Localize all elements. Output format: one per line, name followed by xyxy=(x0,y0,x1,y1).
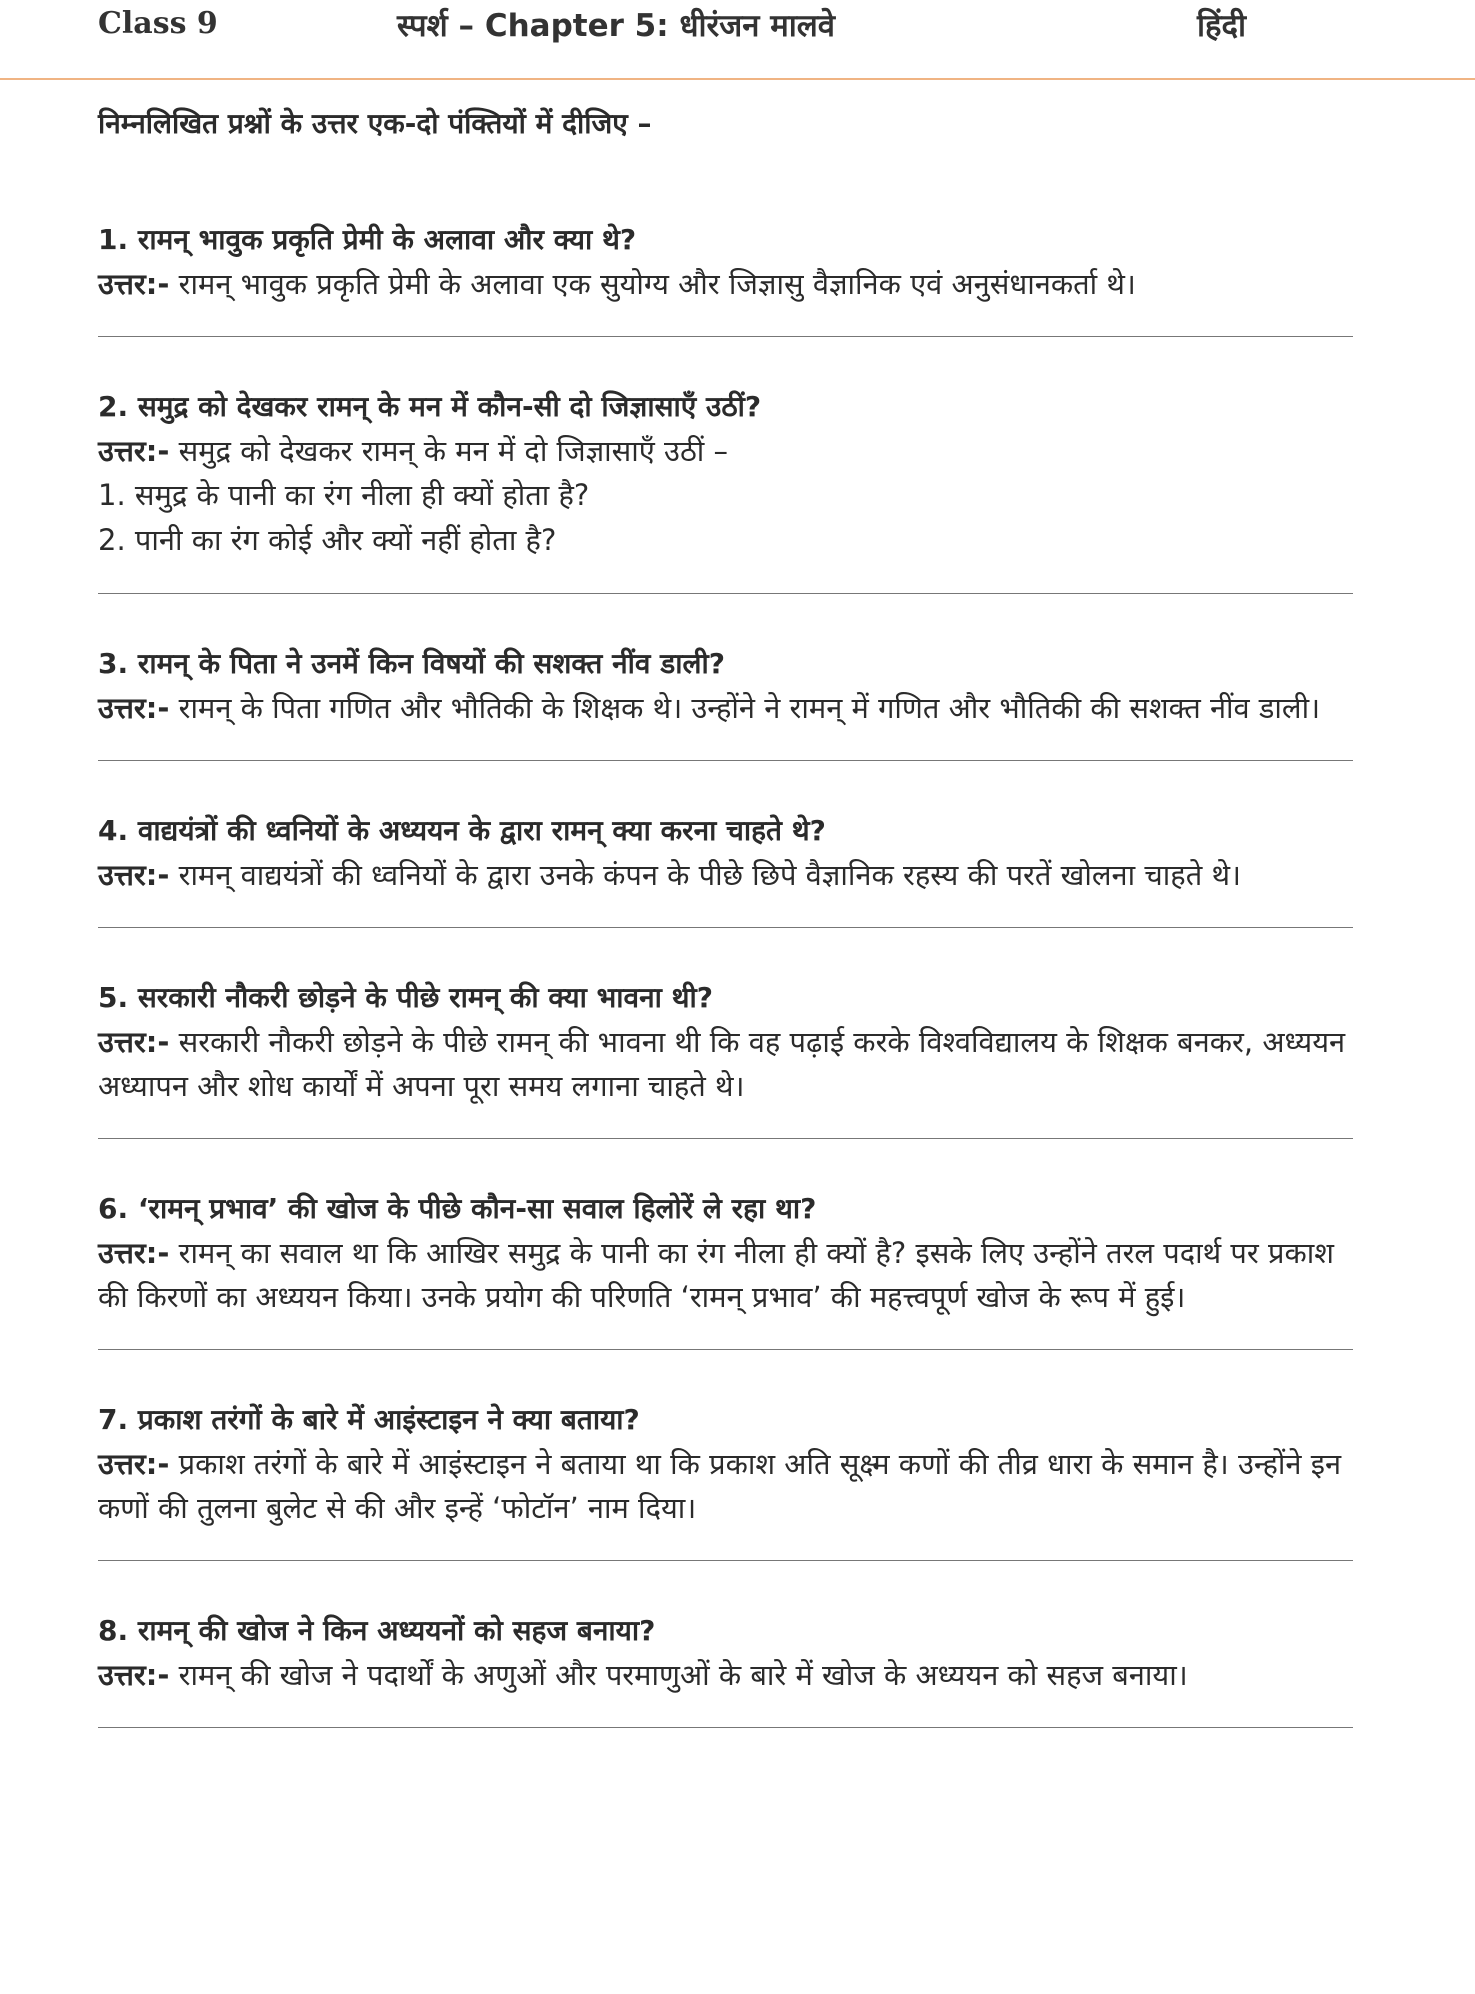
question-text: 7. प्रकाश तरंगों के बारे में आइंस्टाइन ने क्या बताया? xyxy=(98,1403,640,1436)
answer-label: उत्तर:- xyxy=(98,691,170,725)
answer-body: रामन् का सवाल था कि आखिर समुद्र के पानी का रंग नीला ही क्यों है? इसके लिए उन्होंने तरल पदार्थ पर प्रकाश की किरणों का अध्ययन किया। उनके प्रयोग की परिणति ‘रामन् प्रभाव’ की महत्त्वपूर्ण खोज के रूप में हुई। xyxy=(98,1236,1334,1314)
answer-label: उत्तर:- xyxy=(98,434,170,468)
qa-item-6 xyxy=(98,1187,1353,1350)
qa-item-2 xyxy=(98,385,1353,594)
answer-body: प्रकाश तरंगों के बारे में आइंस्टाइन ने बताया था कि प्रकाश अति सूक्ष्म कणों की तीव्र धारा के समान है। उन्होंने इन कणों की तुलना बुलेट से की और इन्हें ‘फोटॉन’ नाम दिया। xyxy=(98,1447,1342,1525)
answer-body: रामन् वाद्ययंत्रों की ध्वनियों के द्वारा उनके कंपन के पीछे छिपे वैज्ञानिक रहस्य की परतें खोलना चाहते थे। xyxy=(178,858,1241,892)
subject-label: हिंदी xyxy=(1197,8,1246,44)
answer-body: रामन् भावुक प्रकृति प्रेमी के अलावा एक सुयोग्य और जिज्ञासु वैज्ञानिक एवं अनुसंधानकर्ता थे। xyxy=(178,267,1136,301)
qa-item-5 xyxy=(98,976,1353,1139)
qa-item-1 xyxy=(98,218,1353,337)
answer-text xyxy=(98,853,1353,897)
qa-item-7 xyxy=(98,1398,1353,1561)
answer-body: समुद्र को देखकर रामन् के मन में दो जिज्ञासाएँ उठीं – xyxy=(178,434,729,468)
answer-label: उत्तर:- xyxy=(98,1447,170,1481)
answer-label: उत्तर:- xyxy=(98,267,170,301)
answer-label: उत्तर:- xyxy=(98,1658,170,1692)
question-text: 6. ‘रामन् प्रभाव’ की खोज के पीछे कौन-सा सवाल हिलोरें ले रहा था? xyxy=(98,1192,817,1225)
answer-label: उत्तर:- xyxy=(98,858,170,892)
question-text: 4. वाद्ययंत्रों की ध्वनियों के अध्ययन के द्वारा रामन् क्या करना चाहते थे? xyxy=(98,814,826,847)
question-text: 3. रामन् के पिता ने उनमें किन विषयों की सशक्त नींव डाली? xyxy=(98,647,725,680)
instruction-heading: निम्नलिखित प्रश्नों के उत्तर एक-दो पंक्तियों में दीजिए – xyxy=(98,107,652,140)
answer-body: रामन् के पिता गणित और भौतिकी के शिक्षक थे। उन्होंने ने रामन् में गणित और भौतिकी की सशक्त नींव डाली। xyxy=(178,691,1321,725)
qa-list xyxy=(98,218,1353,1776)
answer-text xyxy=(98,1231,1353,1319)
class-label: Class 9 xyxy=(98,6,218,41)
answer-label: उत्तर:- xyxy=(98,1236,170,1270)
chapter-title: स्पर्श – Chapter 5: धीरंजन मालवे xyxy=(397,8,836,44)
question-text: 2. समुद्र को देखकर रामन् के मन में कौन-सी दो जिज्ञासाएँ उठीं? xyxy=(98,390,762,423)
answer-text xyxy=(98,262,1353,306)
answer-text xyxy=(98,1653,1353,1697)
qa-item-8 xyxy=(98,1609,1353,1728)
question-text: 5. सरकारी नौकरी छोड़ने के पीछे रामन् की क्या भावना थी? xyxy=(98,981,714,1014)
answer-point: 1. समुद्र के पानी का रंग नीला ही क्यों होता है? xyxy=(98,478,590,512)
question-text: 8. रामन् की खोज ने किन अध्ययनों को सहज बनाया? xyxy=(98,1614,656,1647)
question-text: 1. रामन् भावुक प्रकृति प्रेमी के अलावा और क्या थे? xyxy=(98,223,637,256)
qa-item-3 xyxy=(98,642,1353,761)
answer-body: सरकारी नौकरी छोड़ने के पीछे रामन् की भावना थी कि वह पढ़ाई करके विश्वविद्यालय के शिक्षक बनकर, अध्ययन अध्यापन और शोध कार्यों में अपना पूरा समय लगाना चाहते थे। xyxy=(98,1025,1346,1103)
answer-label: उत्तर:- xyxy=(98,1025,170,1059)
page-header xyxy=(0,0,1475,80)
answer-text xyxy=(98,686,1353,730)
answer-text xyxy=(98,1442,1353,1530)
answer-text xyxy=(98,1020,1353,1108)
qa-item-4 xyxy=(98,809,1353,928)
answer-body: रामन् की खोज ने पदार्थों के अणुओं और परमाणुओं के बारे में खोज के अध्ययन को सहज बनाया। xyxy=(178,1658,1188,1692)
answer-point: 2. पानी का रंग कोई और क्यों नहीं होता है? xyxy=(98,523,557,557)
answer-text xyxy=(98,429,1353,473)
